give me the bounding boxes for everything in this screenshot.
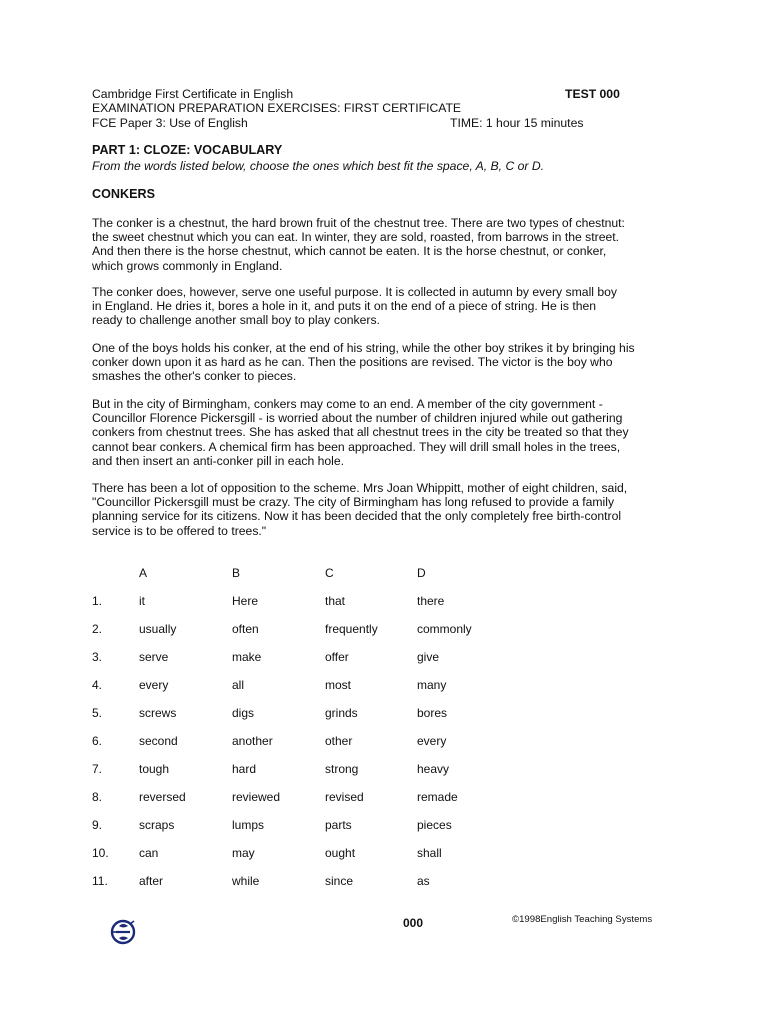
column-header-b: B [232,566,241,580]
paragraph-line: service is to be offered to trees." [92,523,267,538]
option-b: often [232,622,259,636]
option-d: many [417,678,447,692]
question-number: 2. [92,622,103,636]
option-b: may [232,846,255,860]
option-a: it [139,594,145,608]
option-a: after [139,874,164,888]
paragraph-line: conkers from chestnut trees. She has asked that all chestnut trees in the city be treated so that they [92,425,629,440]
copyright-notice: ©1998English Teaching Systems [512,914,653,925]
paragraph-line: One of the boys holds his conker, at the end of his string, while the other boy strikes it by bringing his [92,341,635,355]
question-number: 8. [92,790,103,804]
option-d: every [417,734,447,748]
header-exercises-title: EXAMINATION PREPARATION EXERCISES: FIRST CERTIFICATE [92,101,462,115]
option-a: scraps [139,818,175,832]
article-paragraph-5 [92,481,682,538]
option-c: frequently [325,622,378,636]
article-paragraph-2 [92,285,682,328]
paragraph-line: and then insert an anti-conker pill in each hole. [92,453,345,468]
column-header-d: D [417,566,426,580]
paragraph-line: cannot bear conkers. A chemical firm has been approached. They will drill small holes in the trees, [92,439,621,454]
question-number: 5. [92,706,103,720]
question-number: 1. [92,594,103,608]
option-d: remade [417,790,458,804]
column-header-c: C [325,566,334,580]
paragraph-line: planning service for its citizens. Now it has been decided that the only completely free birth-control [92,509,622,524]
paragraph-line: There has been a lot of opposition to the scheme. Mrs Joan Whippitt, mother of eight children, said, [92,481,628,495]
question-number: 10. [92,846,109,860]
paragraph-line: The conker is a chestnut, the hard brown fruit of the chestnut tree. There are two types of chestnut: [92,216,625,230]
option-b: reviewed [232,790,281,804]
option-a: every [139,678,169,692]
paragraph-line: Councillor Florence Pickersgill - is worried about the number of children injured while out gathering [92,411,623,426]
page-number: 000 [403,916,424,930]
option-a: second [139,734,178,748]
option-a: can [139,846,159,860]
article-paragraph-3 [92,341,682,384]
option-c: offer [325,650,349,664]
option-c: ought [325,846,356,860]
question-number: 9. [92,818,103,832]
question-number: 11. [92,874,108,888]
option-c: grinds [325,706,358,720]
paragraph-line: ready to challenge another small boy to play conkers. [92,313,380,328]
option-b: lumps [232,818,265,832]
paragraph-line: The conker does, however, serve one useful purpose. It is collected in autumn by every small boy [92,285,618,299]
option-d: there [417,594,445,608]
paragraph-line: And then there is the horse chestnut, which cannot be eaten. It is the horse chestnut, or conker, [92,244,607,259]
english-teaching-systems-logo-icon [107,916,139,948]
option-c: revised [325,790,364,804]
paragraph-line: "Councillor Pickersgill must be crazy. The city of Birmingham has long refused to provide a family [92,495,615,510]
paragraph-line: But in the city of Birmingham, conkers may come to an end. A member of the city government - [92,397,603,411]
option-a: tough [139,762,170,776]
header-paper-title: FCE Paper 3: Use of English [92,116,248,130]
option-d: pieces [417,818,452,832]
article-title: CONKERS [92,187,155,201]
paragraph-line: which grows commonly in England. [92,258,283,273]
part-instructions: From the words listed below, choose the ones which best fit the space, A, B, C or D. [92,159,545,173]
question-number: 7. [92,762,103,776]
option-a: usually [139,622,177,636]
option-c: strong [325,762,359,776]
option-b: hard [232,762,257,776]
option-b: digs [232,706,255,720]
paragraph-line: smashes the other's conker to pieces. [92,369,297,384]
option-b: make [232,650,262,664]
column-header-a: A [139,566,148,580]
option-c: parts [325,818,352,832]
option-c: that [325,594,346,608]
option-d: give [417,650,440,664]
option-b: another [232,734,273,748]
option-d: shall [417,846,442,860]
option-c: other [325,734,353,748]
article-paragraph-1 [92,216,682,273]
option-d: commonly [417,622,472,636]
option-b: while [232,874,260,888]
option-d: bores [417,706,448,720]
option-b: all [232,678,245,692]
option-b: Here [232,594,259,608]
option-d: heavy [417,762,450,776]
option-a: reversed [139,790,186,804]
question-number: 3. [92,650,103,664]
header-time-limit: TIME: 1 hour 15 minutes [450,116,584,130]
article-paragraph-4 [92,397,682,468]
option-c: most [325,678,352,692]
question-number: 6. [92,734,103,748]
question-number: 4. [92,678,103,692]
option-a: serve [139,650,169,664]
paragraph-line: in England. He dries it, bores a hole in it, and puts it on the end of a piece of string. He is then [92,299,597,314]
header-test-number: TEST 000 [565,87,620,101]
paragraph-line: the sweet chestnut which you can eat. In winter, they are sold, roasted, from barrows in the street. [92,230,620,245]
part-title: PART 1: CLOZE: VOCABULARY [92,143,283,157]
header-course-title: Cambridge First Certificate in English [92,87,294,101]
option-a: screws [139,706,177,720]
option-d: as [417,874,430,888]
paragraph-line: conker down upon it as hard as he can. Then the positions are revised. The victor is the boy who [92,355,613,370]
option-c: since [325,874,354,888]
